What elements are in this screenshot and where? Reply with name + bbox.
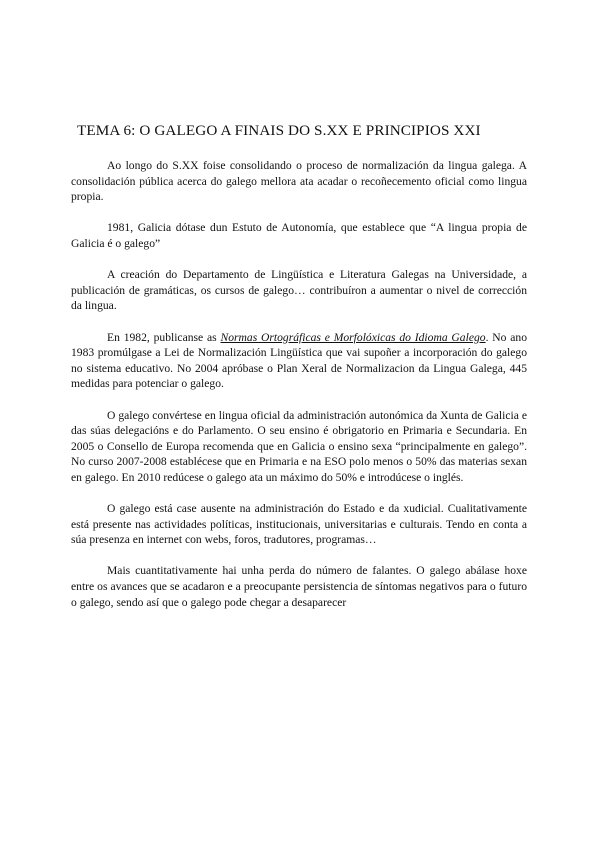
paragraph-text: En 1982, publicanse as: [107, 330, 221, 344]
paragraph: 1981, Galicia dótase dun Estuto de Autonomía, que establece que “A lingua propia de Galicia é o galego”: [71, 221, 527, 250]
paragraph: A creación do Departamento de Lingüística e Literatura Galegas na Universidade, a publicación de gramáticas, os cursos de galego… contribuíron a aumentar o nivel de corrección da lingua.: [71, 268, 527, 313]
paragraph: Mais cuantitativamente hai unha perda do número de falantes. O galego abálase hoxe entre os avances que se acadaron e a preocupante persistencia de síntomas negativos para o futuro o galego, sendo así que o galego pode chegar a desaparecer: [71, 564, 527, 609]
document-body: [71, 158, 527, 626]
paragraph: O galego está case ausente na administración do Estado e da xudicial. Cualitativamente está presente nas actividades políticas, institucionais, universitarias e culturais. Tendo en conta a súa presenza en internet con webs, foros, tradutores, programas…: [71, 502, 527, 547]
paragraph: [71, 330, 527, 392]
paragraph: O galego convértese en lingua oficial da administración autonómica da Xunta de Galicia e das súas delegacións e do Parlamento. O seu ensino é obrigatorio en Primaria e Secundaria. En 2005 o Consello de Europa recomenda que en Galicia o ensino sexa “principalmente en galego”. No curso 2007-2008 establécese que en Primaria e na ESO polo menos o 50% das materias sexan en galego. En 2010 redúcese o galego ata un máximo do 50% e introdúcese o inglés.: [71, 408, 527, 484]
paragraph-text: . No ano 1983 promúlgase a Lei de Normalización Lingüística que vai supoñer a incorporación do galego no sistema educativo. No 2004 apróbase o Plan Xeral de Normalizacion da Lingua Galega, 445 medidas para potenciar o galego.: [71, 330, 528, 391]
publication-title: Normas Ortográficas e Morfolóxicas do Idioma Galego: [220, 330, 486, 344]
document-title: TEMA 6: O GALEGO A FINAIS DO S.XX E PRINCIPIOS XXI: [77, 122, 481, 139]
paragraph: Ao longo do S.XX foise consolidando o proceso de normalización da lingua galega. A consolidación pública acerca do galego mellora ata acadar o recoñecemento oficial como lingua propia.: [71, 159, 527, 204]
